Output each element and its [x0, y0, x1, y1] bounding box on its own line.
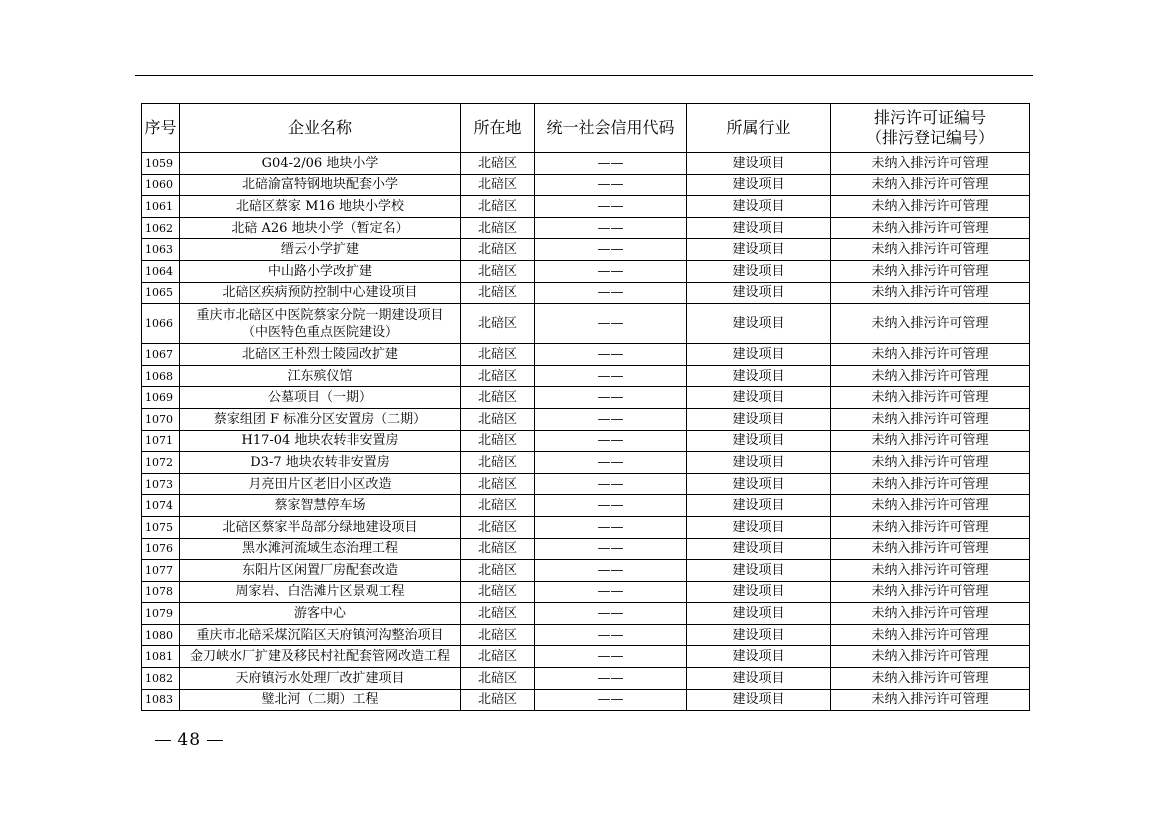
- cell-no: 1076: [142, 538, 180, 560]
- cell-no: 1067: [142, 344, 180, 366]
- cell-name-line1: 重庆市北碚区中医院蔡家分院一期建设项目: [196, 307, 444, 323]
- header-code: 统一社会信用代码: [535, 104, 687, 153]
- table-row: [142, 603, 1030, 625]
- cell-location: 北碚区: [461, 387, 535, 409]
- table-row: [142, 217, 1030, 239]
- cell-no: 1071: [142, 430, 180, 452]
- cell-permit: 未纳入排污许可管理: [831, 473, 1030, 495]
- cell-permit: 未纳入排污许可管理: [831, 344, 1030, 366]
- enterprise-table: [141, 103, 1030, 711]
- cell-industry: 建设项目: [687, 365, 831, 387]
- cell-code: ——: [535, 538, 687, 560]
- table-row: [142, 304, 1030, 344]
- header-rule: [135, 75, 1033, 76]
- table-row: [142, 689, 1030, 711]
- cell-code: ——: [535, 473, 687, 495]
- footer-dash-left: [155, 740, 171, 741]
- cell-location: 北碚区: [461, 282, 535, 304]
- table-row: [142, 196, 1030, 218]
- cell-location: 北碚区: [461, 452, 535, 474]
- cell-location: 北碚区: [461, 304, 535, 344]
- cell-location: 北碚区: [461, 603, 535, 625]
- cell-no: 1080: [142, 624, 180, 646]
- cell-industry: 建设项目: [687, 387, 831, 409]
- table-row: [142, 387, 1030, 409]
- cell-permit: 未纳入排污许可管理: [831, 668, 1030, 690]
- cell-name: 缙云小学扩建: [180, 239, 461, 261]
- cell-name: 周家岩、白浩滩片区景观工程: [180, 581, 461, 603]
- cell-location: 北碚区: [461, 581, 535, 603]
- cell-permit: 未纳入排污许可管理: [831, 560, 1030, 582]
- table-row: [142, 646, 1030, 668]
- cell-industry: 建设项目: [687, 304, 831, 344]
- cell-code: ——: [535, 153, 687, 175]
- cell-no: 1062: [142, 217, 180, 239]
- cell-no: 1064: [142, 260, 180, 282]
- cell-no: 1063: [142, 239, 180, 261]
- header-no: 序号: [142, 104, 180, 153]
- table-row: [142, 516, 1030, 538]
- cell-permit: 未纳入排污许可管理: [831, 430, 1030, 452]
- table-row: [142, 365, 1030, 387]
- cell-code: ——: [535, 430, 687, 452]
- cell-permit: 未纳入排污许可管理: [831, 516, 1030, 538]
- cell-location: 北碚区: [461, 538, 535, 560]
- cell-permit: 未纳入排污许可管理: [831, 282, 1030, 304]
- table-row: [142, 452, 1030, 474]
- cell-industry: 建设项目: [687, 239, 831, 261]
- cell-no: 1061: [142, 196, 180, 218]
- cell-no: 1065: [142, 282, 180, 304]
- cell-code: ——: [535, 646, 687, 668]
- cell-permit: 未纳入排污许可管理: [831, 239, 1030, 261]
- header-name: 企业名称: [180, 104, 461, 153]
- cell-code: ——: [535, 196, 687, 218]
- cell-location: 北碚区: [461, 516, 535, 538]
- cell-industry: 建设项目: [687, 196, 831, 218]
- cell-code: ——: [535, 365, 687, 387]
- cell-name: 北碚区蔡家 M16 地块小学校: [180, 196, 461, 218]
- cell-no: 1074: [142, 495, 180, 517]
- cell-industry: 建设项目: [687, 430, 831, 452]
- cell-code: ——: [535, 304, 687, 344]
- cell-no: 1060: [142, 174, 180, 196]
- cell-location: 北碚区: [461, 365, 535, 387]
- cell-name-line2: （中医特色重点医院建设）: [241, 324, 398, 340]
- cell-code: ——: [535, 581, 687, 603]
- cell-name: 游客中心: [180, 603, 461, 625]
- cell-name: 北碚区疾病预防控制中心建设项目: [180, 282, 461, 304]
- cell-industry: 建设项目: [687, 624, 831, 646]
- cell-industry: 建设项目: [687, 646, 831, 668]
- cell-name: 重庆市北碚采煤沉陷区天府镇河沟整治项目: [180, 624, 461, 646]
- cell-industry: 建设项目: [687, 153, 831, 175]
- cell-industry: 建设项目: [687, 260, 831, 282]
- cell-name: 璧北河（二期）工程: [180, 689, 461, 711]
- cell-industry: 建设项目: [687, 538, 831, 560]
- cell-name: 黑水滩河流域生态治理工程: [180, 538, 461, 560]
- cell-permit: 未纳入排污许可管理: [831, 260, 1030, 282]
- cell-name: 公墓项目（一期）: [180, 387, 461, 409]
- cell-location: 北碚区: [461, 153, 535, 175]
- cell-industry: 建设项目: [687, 495, 831, 517]
- cell-name: D3-7 地块农转非安置房: [180, 452, 461, 474]
- table-row: [142, 581, 1030, 603]
- cell-permit: 未纳入排污许可管理: [831, 689, 1030, 711]
- cell-name: 北碚 A26 地块小学（暂定名）: [180, 217, 461, 239]
- cell-name: 东阳片区闲置厂房配套改造: [180, 560, 461, 582]
- cell-code: ——: [535, 560, 687, 582]
- cell-industry: 建设项目: [687, 473, 831, 495]
- cell-location: 北碚区: [461, 473, 535, 495]
- cell-name: 金刀峡水厂扩建及移民村社配套管网改造工程: [180, 646, 461, 668]
- table-row: [142, 344, 1030, 366]
- cell-location: 北碚区: [461, 430, 535, 452]
- cell-name: 中山路小学改扩建: [180, 260, 461, 282]
- cell-location: 北碚区: [461, 174, 535, 196]
- cell-permit: 未纳入排污许可管理: [831, 174, 1030, 196]
- cell-location: 北碚区: [461, 624, 535, 646]
- cell-location: 北碚区: [461, 196, 535, 218]
- header-industry: 所属行业: [687, 104, 831, 153]
- cell-name: 北碚区蔡家半岛部分绿地建设项目: [180, 516, 461, 538]
- cell-permit: 未纳入排污许可管理: [831, 603, 1030, 625]
- cell-industry: 建设项目: [687, 516, 831, 538]
- cell-name: 北碚渝富特钢地块配套小学: [180, 174, 461, 196]
- cell-name: 蔡家组团 F 标准分区安置房（二期）: [180, 408, 461, 430]
- cell-no: 1072: [142, 452, 180, 474]
- cell-permit: 未纳入排污许可管理: [831, 495, 1030, 517]
- cell-name: H17-04 地块农转非安置房: [180, 430, 461, 452]
- table-row: [142, 473, 1030, 495]
- cell-code: ——: [535, 387, 687, 409]
- cell-permit: 未纳入排污许可管理: [831, 196, 1030, 218]
- table-row: [142, 239, 1030, 261]
- cell-code: ——: [535, 689, 687, 711]
- cell-permit: 未纳入排污许可管理: [831, 365, 1030, 387]
- cell-code: ——: [535, 408, 687, 430]
- cell-industry: 建设项目: [687, 668, 831, 690]
- cell-permit: 未纳入排污许可管理: [831, 217, 1030, 239]
- cell-name: 北碚区王朴烈士陵园改扩建: [180, 344, 461, 366]
- cell-code: ——: [535, 344, 687, 366]
- table-row: [142, 174, 1030, 196]
- cell-name: 江东殡仪馆: [180, 365, 461, 387]
- cell-permit: 未纳入排污许可管理: [831, 153, 1030, 175]
- header-permit-line2: （排污登记编号）: [865, 128, 994, 147]
- cell-location: 北碚区: [461, 217, 535, 239]
- cell-code: ——: [535, 174, 687, 196]
- table-row: [142, 260, 1030, 282]
- cell-permit: 未纳入排污许可管理: [831, 452, 1030, 474]
- cell-code: ——: [535, 516, 687, 538]
- cell-code: ——: [535, 217, 687, 239]
- footer-dash-right: [207, 740, 223, 741]
- table-header-row: [142, 104, 1030, 153]
- cell-industry: 建设项目: [687, 452, 831, 474]
- table-row: [142, 560, 1030, 582]
- cell-no: 1059: [142, 153, 180, 175]
- header-location: 所在地: [461, 104, 535, 153]
- cell-permit: 未纳入排污许可管理: [831, 408, 1030, 430]
- cell-permit: 未纳入排污许可管理: [831, 538, 1030, 560]
- cell-code: ——: [535, 668, 687, 690]
- cell-location: 北碚区: [461, 260, 535, 282]
- cell-no: 1069: [142, 387, 180, 409]
- cell-no: 1083: [142, 689, 180, 711]
- cell-no: 1068: [142, 365, 180, 387]
- header-permit-line1: 排污许可证编号: [873, 108, 986, 127]
- table-row: [142, 282, 1030, 304]
- cell-name: [180, 304, 461, 344]
- cell-no: 1075: [142, 516, 180, 538]
- cell-permit: 未纳入排污许可管理: [831, 646, 1030, 668]
- cell-industry: 建设项目: [687, 174, 831, 196]
- page-number: 48: [177, 730, 202, 750]
- cell-permit: 未纳入排污许可管理: [831, 304, 1030, 344]
- cell-industry: 建设项目: [687, 560, 831, 582]
- cell-location: 北碚区: [461, 408, 535, 430]
- cell-no: 1066: [142, 304, 180, 344]
- cell-location: 北碚区: [461, 344, 535, 366]
- cell-code: ——: [535, 239, 687, 261]
- table-row: [142, 408, 1030, 430]
- cell-no: 1070: [142, 408, 180, 430]
- cell-no: 1081: [142, 646, 180, 668]
- cell-no: 1073: [142, 473, 180, 495]
- cell-location: 北碚区: [461, 239, 535, 261]
- cell-location: 北碚区: [461, 560, 535, 582]
- table-row: [142, 153, 1030, 175]
- cell-name: 蔡家智慧停车场: [180, 495, 461, 517]
- table-row: [142, 538, 1030, 560]
- cell-permit: 未纳入排污许可管理: [831, 581, 1030, 603]
- cell-permit: 未纳入排污许可管理: [831, 387, 1030, 409]
- cell-industry: 建设项目: [687, 689, 831, 711]
- cell-permit: 未纳入排污许可管理: [831, 624, 1030, 646]
- cell-name: G04-2/06 地块小学: [180, 153, 461, 175]
- cell-industry: 建设项目: [687, 344, 831, 366]
- cell-code: ——: [535, 452, 687, 474]
- table-row: [142, 624, 1030, 646]
- cell-code: ——: [535, 260, 687, 282]
- cell-industry: 建设项目: [687, 581, 831, 603]
- cell-location: 北碚区: [461, 668, 535, 690]
- cell-code: ——: [535, 282, 687, 304]
- cell-code: ——: [535, 624, 687, 646]
- cell-no: 1077: [142, 560, 180, 582]
- cell-code: ——: [535, 495, 687, 517]
- cell-industry: 建设项目: [687, 217, 831, 239]
- table-row: [142, 668, 1030, 690]
- cell-no: 1079: [142, 603, 180, 625]
- cell-industry: 建设项目: [687, 282, 831, 304]
- cell-code: ——: [535, 603, 687, 625]
- table-row: [142, 430, 1030, 452]
- cell-name: 月亮田片区老旧小区改造: [180, 473, 461, 495]
- cell-industry: 建设项目: [687, 408, 831, 430]
- cell-no: 1078: [142, 581, 180, 603]
- header-permit: [831, 104, 1030, 153]
- table-row: [142, 495, 1030, 517]
- page-footer: [155, 730, 223, 750]
- cell-location: 北碚区: [461, 646, 535, 668]
- cell-no: 1082: [142, 668, 180, 690]
- cell-location: 北碚区: [461, 495, 535, 517]
- cell-name: 天府镇污水处理厂改扩建项目: [180, 668, 461, 690]
- cell-industry: 建设项目: [687, 603, 831, 625]
- cell-location: 北碚区: [461, 689, 535, 711]
